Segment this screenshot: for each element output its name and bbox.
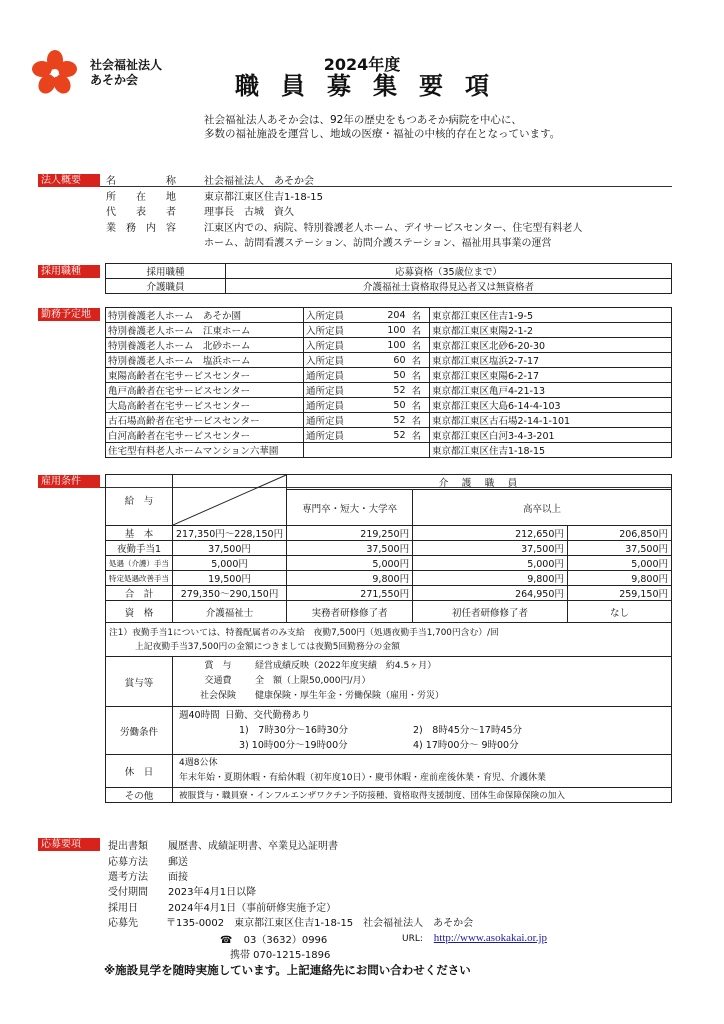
salary-value: 271,550円 bbox=[287, 586, 413, 601]
salary-value: 219,250円 bbox=[287, 526, 413, 541]
salary-value: 37,500円 bbox=[173, 541, 287, 556]
org-name-line1: 社会福祉法人 bbox=[90, 58, 163, 72]
other-label: その他 bbox=[106, 788, 173, 803]
workplace-name: 特別養護老人ホーム 塩浜ホーム bbox=[106, 353, 304, 368]
bonus-value-2: 健康保険・厚生年金・労働保険（雇用・労災） bbox=[255, 691, 445, 701]
workplace-name: 白河高齢者在宅サービスセンター bbox=[106, 428, 304, 443]
workplace-name: 特別養護老人ホーム あそか園 bbox=[106, 308, 304, 323]
recruit-qualification: 介護福祉士資格取得見込者又は無資格者 bbox=[226, 279, 672, 294]
salary-row bbox=[106, 556, 672, 571]
apply-key: 応募方法 bbox=[108, 857, 148, 868]
phone-icon: ☎ bbox=[220, 935, 233, 946]
page-title: 職員募集要項 bbox=[235, 72, 511, 100]
workplace-type: 入所定員 bbox=[304, 323, 356, 338]
shift-1: 1) 7時30分～16時30分 bbox=[239, 725, 349, 736]
workplace-num bbox=[356, 443, 410, 458]
note-line1: 注1）夜勤手当1については、特養配属者のみ支給 夜勤7,500円（処遇夜勤手当1,700円含む）/回 bbox=[109, 627, 499, 638]
workplace-row bbox=[106, 308, 672, 323]
col-header-college: 専門卒・短大・大学卒 bbox=[287, 490, 413, 526]
workplace-addr: 東京都江東区住吉1-18-15 bbox=[430, 443, 672, 458]
shikaku-0: 介護福祉士 bbox=[173, 601, 287, 623]
salary-row bbox=[106, 526, 672, 541]
workplace-type: 通所定員 bbox=[304, 383, 356, 398]
workplace-type: 通所定員 bbox=[304, 398, 356, 413]
holiday-line2: 年末年始・夏期休暇・有給休暇（初年度10日）・慶弔休暇・産前産後休業・育児、介護休業 bbox=[179, 773, 546, 783]
workplace-unit: 名 bbox=[410, 398, 430, 413]
apply-key: 受付期間 bbox=[108, 887, 148, 898]
salary-value: 9,800円 bbox=[413, 571, 568, 586]
diagonal-cell bbox=[173, 475, 287, 526]
salary-value: 212,650円 bbox=[413, 526, 568, 541]
workplace-num: 52 bbox=[356, 383, 410, 398]
salary-row-label: 特定処遇改善手当 bbox=[106, 571, 173, 586]
workplace-name: 亀戸高齢者在宅サービスセンター bbox=[106, 383, 304, 398]
workplace-unit: 名 bbox=[410, 308, 430, 323]
labor-label: 労働条件 bbox=[106, 707, 173, 755]
workplace-addr: 東京都江東区東陽2-1-2 bbox=[430, 323, 672, 338]
bonus-key-1: 交通費 bbox=[204, 676, 232, 686]
other-value: 被服貸与・職員寮・インフルエンザワクチン予防接種、資格取得支援制度、団体生命保障保険の加入 bbox=[173, 788, 672, 803]
recruit-job: 介護職員 bbox=[106, 279, 226, 294]
apply-value: 履歴書、成績証明書、卒業見込証明書 bbox=[168, 841, 338, 852]
workplace-name: 特別養護老人ホーム 北砂ホーム bbox=[106, 338, 304, 353]
workplace-num: 100 bbox=[356, 338, 410, 353]
shift-3: 3) 10時00分～19時00分 bbox=[239, 740, 348, 751]
workplace-type bbox=[304, 443, 356, 458]
workplace-row bbox=[106, 323, 672, 338]
salary-row bbox=[106, 541, 672, 556]
workplace-row bbox=[106, 353, 672, 368]
overview-value-name: 社会福祉法人 あそか会 bbox=[204, 176, 314, 187]
workplace-type: 通所定員 bbox=[304, 413, 356, 428]
overview-key-name: 名 称 bbox=[106, 176, 176, 187]
labor-shift: 日勤、交代勤務あり bbox=[225, 710, 311, 721]
shikaku-1: 実務者研修修了者 bbox=[287, 601, 413, 623]
workplace-type: 入所定員 bbox=[304, 308, 356, 323]
workplace-num: 52 bbox=[356, 413, 410, 428]
workplace-unit bbox=[410, 443, 430, 458]
url-line bbox=[402, 932, 547, 944]
workplace-num: 60 bbox=[356, 353, 410, 368]
workplace-row bbox=[106, 383, 672, 398]
workplace-unit: 名 bbox=[410, 323, 430, 338]
workplace-addr: 東京都江東区塩浜2-7-17 bbox=[430, 353, 672, 368]
salary-row bbox=[106, 571, 672, 586]
workplace-num: 204 bbox=[356, 308, 410, 323]
shift-4: 4) 17時00分～ 9時00分 bbox=[413, 740, 519, 751]
shikaku-2: 初任者研修修了者 bbox=[413, 601, 568, 623]
labor-hours: 週40時間 bbox=[179, 710, 220, 721]
holiday-label: 休 日 bbox=[106, 755, 173, 788]
workplace-row bbox=[106, 338, 672, 353]
workplace-type: 通所定員 bbox=[304, 368, 356, 383]
apply-key: 選考方法 bbox=[108, 872, 148, 883]
workplace-num: 50 bbox=[356, 368, 410, 383]
tel-number: 03（3632）0996 bbox=[243, 935, 328, 946]
workplace-unit: 名 bbox=[410, 338, 430, 353]
section-label-employment: 雇用条件 bbox=[38, 475, 100, 488]
apply-key: 採用日 bbox=[108, 903, 138, 914]
recruit-header-job: 採用職種 bbox=[106, 264, 226, 279]
employment-table bbox=[105, 474, 672, 803]
overview-value-address: 東京都江東区住吉1-18-15 bbox=[204, 192, 324, 203]
workplace-addr: 東京都江東区大島6-14-4-103 bbox=[430, 398, 672, 413]
note-cell bbox=[106, 623, 672, 657]
fiscal-year: 2024年度 bbox=[323, 55, 401, 74]
workplace-table bbox=[105, 307, 672, 458]
footer-note: ※施設見学を随時実施しています。上記連絡先にお問い合わせください bbox=[104, 963, 471, 977]
bonus-value-0: 経営成績反映（2022年度実績 約4.5ヶ月） bbox=[255, 661, 437, 671]
salary-value: 37,500円 bbox=[413, 541, 568, 556]
salary-row-label: 合 計 bbox=[106, 586, 173, 601]
intro-line1: 社会福祉法人あそか会は、92年の歴史をもつあそか病院を中心に、 bbox=[204, 114, 522, 126]
workplace-addr: 東京都江東区白河3-4-3-201 bbox=[430, 428, 672, 443]
bonus-cell bbox=[173, 657, 672, 707]
workplace-row bbox=[106, 413, 672, 428]
workplace-name: 東陽高齢者在宅サービスセンター bbox=[106, 368, 304, 383]
apply-key: 応募先 bbox=[108, 918, 138, 929]
tel-line bbox=[220, 931, 327, 946]
section-label-apply: 応募要項 bbox=[38, 838, 100, 851]
col-header-highschool: 高卒以上 bbox=[413, 490, 672, 526]
workplace-unit: 名 bbox=[410, 353, 430, 368]
workplace-addr: 東京都江東区古石場2-14-1-101 bbox=[430, 413, 672, 428]
section-divider bbox=[100, 186, 672, 187]
salary-value: 37,500円 bbox=[567, 541, 671, 556]
holiday-line1: 4週8公休 bbox=[179, 758, 218, 768]
apply-key: 提出書類 bbox=[108, 841, 148, 852]
workplace-row bbox=[106, 398, 672, 413]
workplace-num: 52 bbox=[356, 428, 410, 443]
overview-key-address: 所 在 地 bbox=[106, 192, 176, 203]
apply-value: 2024年4月1日（事前研修実施予定） bbox=[168, 903, 337, 914]
salary-value: 259,150円 bbox=[567, 586, 671, 601]
shikaku-3: なし bbox=[567, 601, 671, 623]
overview-value-business-cont: ホーム、訪問看護ステーション、訪問介護ステーション、福祉用具事業の運営 bbox=[204, 238, 552, 249]
workplace-unit: 名 bbox=[410, 383, 430, 398]
workplace-addr: 東京都江東区東陽6-2-17 bbox=[430, 368, 672, 383]
apply-value: 郵送 bbox=[168, 857, 188, 868]
workplace-row bbox=[106, 368, 672, 383]
kaigo-header: 介 護 職 員 bbox=[287, 475, 672, 490]
section-label-workplaces: 勤務予定地 bbox=[38, 308, 100, 321]
workplace-row bbox=[106, 428, 672, 443]
org-name-line2: あそか会 bbox=[90, 73, 139, 87]
workplace-type: 通所定員 bbox=[304, 428, 356, 443]
salary-value: 9,800円 bbox=[287, 571, 413, 586]
workplace-type: 入所定員 bbox=[304, 353, 356, 368]
recruit-table bbox=[105, 263, 672, 294]
salary-value: 264,950円 bbox=[413, 586, 568, 601]
bonus-label: 賞与等 bbox=[106, 657, 173, 707]
holiday-cell bbox=[173, 755, 672, 788]
salary-value: 217,350円～228,150円 bbox=[173, 526, 287, 541]
apply-value: 〒135-0002 東京都江東区住吉1-18-15 社会福祉法人 あそか会 bbox=[166, 918, 474, 929]
workplace-addr: 東京都江東区亀戸4-21-13 bbox=[430, 383, 672, 398]
url-label: URL: bbox=[402, 934, 423, 944]
apply-value: 2023年4月1日以降 bbox=[168, 887, 257, 898]
bonus-key-0: 賞 与 bbox=[204, 661, 232, 671]
workplace-num: 50 bbox=[356, 398, 410, 413]
overview-value-representative: 理事長 古城 資久 bbox=[204, 207, 294, 218]
salary-value: 5,000円 bbox=[567, 556, 671, 571]
workplace-unit: 名 bbox=[410, 428, 430, 443]
recruit-header-qualification: 応募資格（35歳位まで） bbox=[226, 264, 672, 279]
salary-value: 206,850円 bbox=[567, 526, 671, 541]
salary-row bbox=[106, 586, 672, 601]
intro-line2: 多数の福祉施設を運営し、地域の医療・福祉の中核的存在となっています。 bbox=[204, 128, 561, 140]
workplace-name: 特別養護老人ホーム 江東ホーム bbox=[106, 323, 304, 338]
bonus-key-2: 社会保険 bbox=[199, 691, 236, 701]
note-line2: 上記夜勤手当37,500円の金額につきましては夜勤5回勤務分の金額 bbox=[135, 641, 400, 652]
overview-value-business: 江東区内での、病院、特別養護老人ホーム、デイサービスセンター、住宅型有料老人 bbox=[204, 223, 583, 234]
workplace-type: 入所定員 bbox=[304, 338, 356, 353]
workplace-name: 住宅型有料老人ホームマンション六華園 bbox=[106, 443, 304, 458]
workplace-unit: 名 bbox=[410, 413, 430, 428]
salary-value: 5,000円 bbox=[287, 556, 413, 571]
labor-cell bbox=[173, 707, 672, 755]
salary-row-label: 夜勤手当1 bbox=[106, 541, 173, 556]
workplace-name: 大島高齢者在宅サービスセンター bbox=[106, 398, 304, 413]
overview-key-representative: 代 表 者 bbox=[106, 207, 176, 218]
workplace-addr: 東京都江東区北砂6-20-30 bbox=[430, 338, 672, 353]
overview-key-business: 業 務 内 容 bbox=[106, 223, 176, 234]
salary-value: 5,000円 bbox=[173, 556, 287, 571]
workplace-num: 100 bbox=[356, 323, 410, 338]
workplace-addr: 東京都江東区住吉1-9-5 bbox=[430, 308, 672, 323]
section-label-overview: 法人概要 bbox=[38, 174, 100, 187]
salary-value: 37,500円 bbox=[287, 541, 413, 556]
workplace-row bbox=[106, 443, 672, 458]
shift-2: 2) 8時45分～17時45分 bbox=[413, 725, 523, 736]
salary-row-label: 処遇（介護）手当 bbox=[106, 556, 173, 571]
salary-label: 給 与 bbox=[106, 475, 173, 526]
apply-value: 面接 bbox=[168, 872, 188, 883]
salary-value: 279,350～290,150円 bbox=[173, 586, 287, 601]
salary-row-label: 基 本 bbox=[106, 526, 173, 541]
mobile-number: 携帯 070-1215-1896 bbox=[230, 950, 331, 961]
homepage-link[interactable]: http://www.asokakai.or.jp bbox=[433, 932, 548, 944]
workplace-name: 古石場高齢者在宅サービスセンター bbox=[106, 413, 304, 428]
section-label-recruit: 採用職種 bbox=[38, 265, 100, 278]
workplace-unit: 名 bbox=[410, 368, 430, 383]
salary-value: 19,500円 bbox=[173, 571, 287, 586]
shikaku-label: 資 格 bbox=[106, 601, 173, 623]
salary-value: 9,800円 bbox=[567, 571, 671, 586]
bonus-value-1: 全 額（上限50,000円/月） bbox=[255, 676, 371, 686]
salary-value: 5,000円 bbox=[413, 556, 568, 571]
